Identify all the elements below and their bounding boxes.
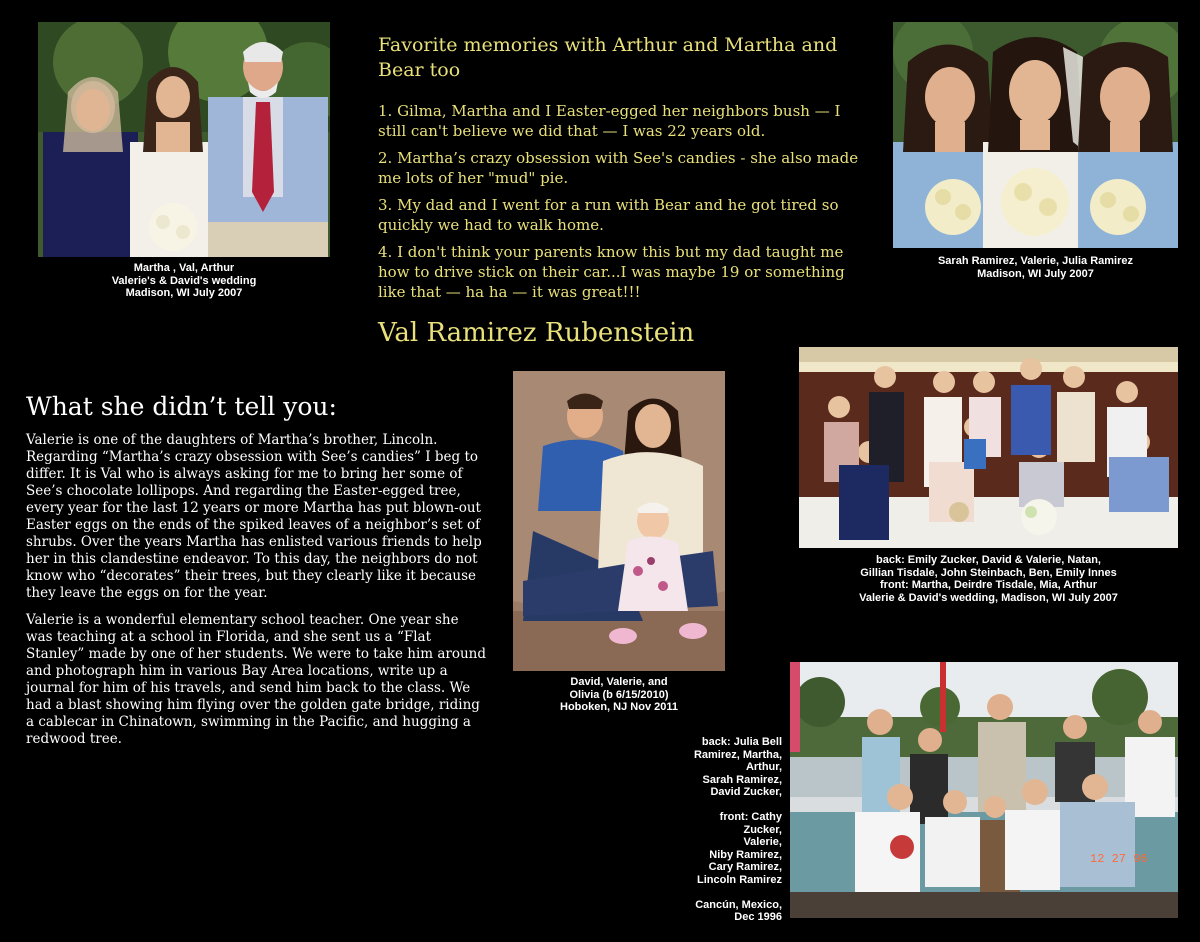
caption-line: Ramirez, Martha, <box>693 748 782 761</box>
caption-line: Sarah Ramirez, <box>702 773 782 786</box>
caption-line: back: Emily Zucker, David & Valerie, Natan, <box>876 554 1101 566</box>
caption-line: Lincoln Ramirez <box>697 873 782 886</box>
caption-line: Valerie's & David's wedding <box>111 274 257 287</box>
caption-line: Gillian Tisdale, John Steinbach, Ben, Emily Innes <box>860 566 1117 579</box>
photo-cancun <box>790 662 1178 918</box>
sidebar-heading: What she didn’t tell you: <box>26 392 337 421</box>
photo-sisters <box>893 22 1178 248</box>
caption-line <box>650 799 782 812</box>
photo-family-portrait <box>513 371 725 671</box>
caption-line: David, Valerie, and <box>570 676 668 688</box>
caption-line: front: Martha, Deirdre Tisdale, Mia, Arthur <box>880 579 1097 591</box>
caption-line: Cary Ramirez, <box>708 861 782 873</box>
caption-line: Hoboken, NJ Nov 2011 <box>560 701 678 713</box>
caption-line: Niby Ramirez, <box>709 848 782 861</box>
caption-family-portrait <box>513 676 725 714</box>
memory-item: 1. Gilma, Martha and I Easter-egged her neighbors bush — I still can't believe we did that — I was 22 years old. <box>378 102 841 140</box>
memories-list <box>378 101 868 309</box>
date-stamp: 12 27 96 <box>1090 852 1148 866</box>
caption-line: Olivia (b 6/15/2010) <box>569 688 669 701</box>
caption-line: Martha , Val, Arthur <box>133 262 235 274</box>
caption-sisters <box>893 255 1178 280</box>
caption-line: front: Cathy <box>719 811 782 823</box>
memory-item: 4. I don't think your parents know this but my dad taught me how to drive stick on their car...I was maybe 19 or something like that — ha ha — it was great!!! <box>378 243 845 301</box>
caption-line: Dec 1996 <box>734 911 782 923</box>
photo-wedding-group <box>799 347 1178 548</box>
caption-line: Arthur, <box>745 761 782 773</box>
sidebar-body <box>26 432 486 758</box>
caption-line: Madison, WI July 2007 <box>125 287 243 299</box>
caption-wedding-trio <box>38 262 330 300</box>
sidebar-paragraph: Valerie is one of the daughters of Martha’s brother, Lincoln. Regarding “Martha’s crazy obsession with See’s candies” I beg to differ. It is Val who is always asking for me to bring her some of See’s chocolate lollipops. And regarding the Easter-egged tree, every year for the last 12 years or more Martha has put blown-out Easter eggs on the ends of the spiked leaves of a neighbor’s set of shrubs. Over the years Martha has enlisted various friends to help her in this clandestine endeavor. To this day, the neighbors do not know who “decorates” their trees, but they clearly like it because they leave the eggs on for the year. <box>26 432 482 601</box>
caption-cancun <box>650 736 782 924</box>
memories-title: Favorite memories with Arthur and Martha and Bear too <box>378 34 838 81</box>
caption-line: back: Julia Bell <box>701 736 782 748</box>
sidebar-paragraph: Valerie is a wonderful elementary school teacher. One year she was teaching at a school in Florida, and she sent us a “Flat Stanley” made by one of her students. We were to take him around and photograph him in various Bay Area locations, write up a journal for him of his travels, and send him back to the class. We had a blast showing him flying over the golden gate bridge, riding a cablecar in Chinatown, swimming in the Pacific, and hugging a redwood tree. <box>26 612 487 747</box>
caption-wedding-group <box>799 554 1178 604</box>
caption-line: Zucker, <box>743 823 782 836</box>
caption-line: Valerie & David's wedding, Madison, WI July 2007 <box>859 591 1118 604</box>
caption-line: Valerie, <box>743 836 782 848</box>
photo-wedding-trio <box>38 22 330 257</box>
author-signature: Val Ramirez Rubenstein <box>378 318 695 348</box>
caption-line: Cancún, Mexico, <box>695 898 782 911</box>
caption-line: Madison, WI July 2007 <box>977 267 1094 280</box>
caption-line <box>650 886 782 899</box>
caption-line: David Zucker, <box>710 786 782 798</box>
memory-item: 3. My dad and I went for a run with Bear and he got tired so quickly we had to walk home. <box>378 196 839 234</box>
caption-line: Sarah Ramirez, Valerie, Julia Ramirez <box>937 255 1134 267</box>
memory-item: 2. Martha’s crazy obsession with See's candies - she also made me lots of her "mud" pie. <box>378 149 859 187</box>
